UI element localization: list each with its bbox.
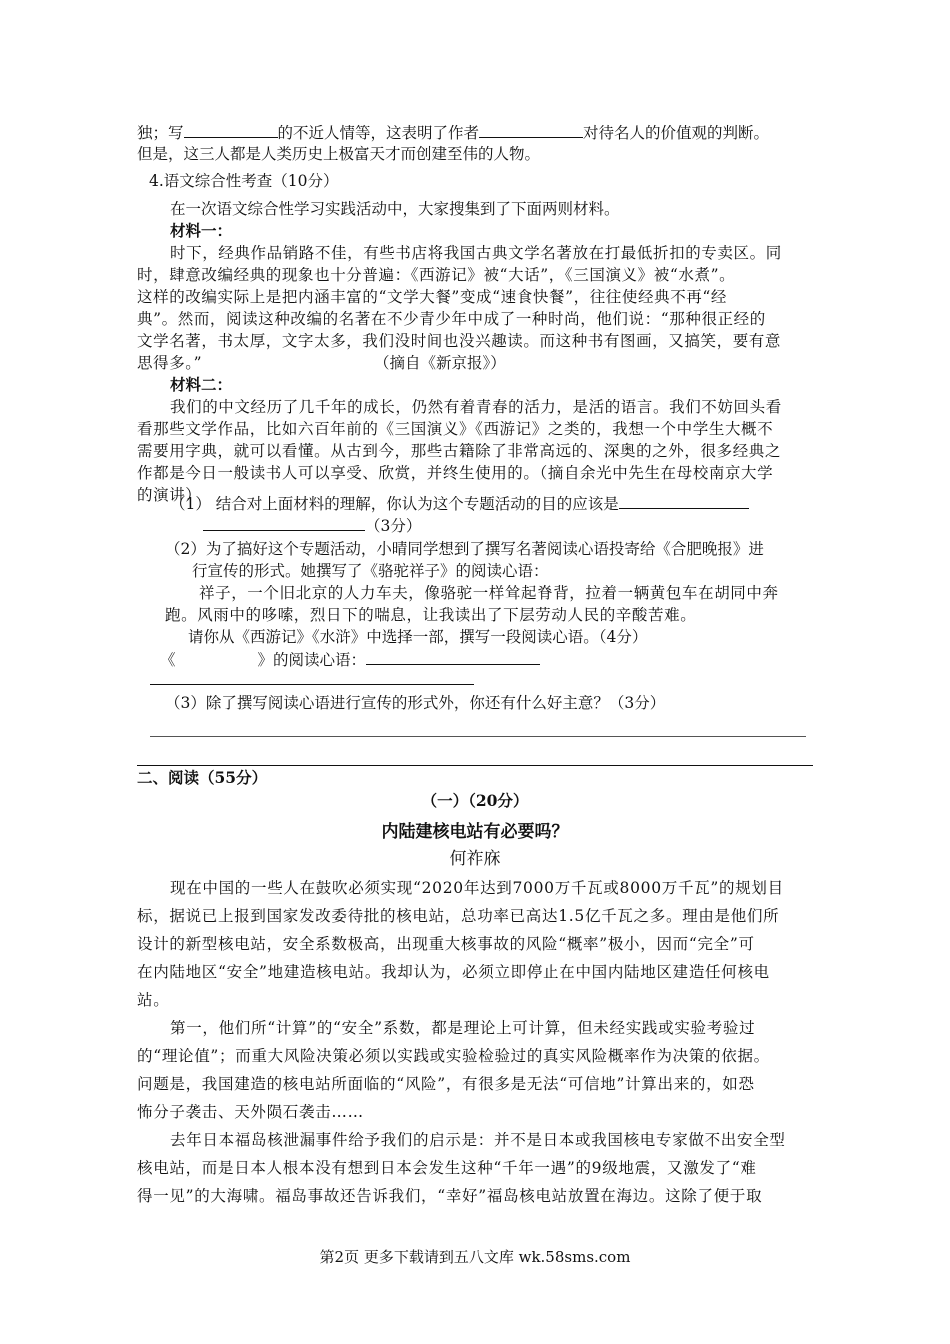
article-line: 的“理论值”；而重大风险决策必须以实践或实验检验过的真实风险概率作为决策的依据。 [137,1047,770,1065]
material-line: 文学名著，书太厚，文字太多，我们没时间也没兴趣读。而这种书有图画，又搞笑，要有意 [137,332,782,350]
article-title: 内陆建核电站有必要吗？ [381,822,569,842]
text-fragment: 的不近人情等，这表明了作者 [277,124,480,142]
article-line: 第一，他们所“计算”的“安全”系数，都是理论上可计算，但未经实践或实验考验过 [170,1019,756,1037]
answer-blank[interactable] [619,492,749,509]
text-fragment: 对待名人的价值观的判断。 [583,124,770,142]
article-line: 站。 [137,991,170,1009]
material-source: （摘自《新京报》） [374,354,506,372]
material-line: 作都是今日一般读书人可以享受、欣赏，并终生使用的。（摘自余光中先生在母校南京大学 [137,464,774,482]
sub-question-text: （1） 结合对上面材料的理解，你认为这个专题活动的目的应该是 [170,495,619,513]
article-line: 去年日本福岛核泄漏事件给予我们的启示是：并不是日本或我国核电专家做不出安全型 [170,1131,786,1149]
article-line: 核电站，而是日本人根本没有想到日本会发生这种“千年一遇”的9级地震，又激发了“难 [137,1159,757,1177]
article-line: 问题是，我国建造的核电站所面临的“风险”，有很多是无法“可信地”计算出来的，如恐 [137,1075,755,1093]
question-title: 4.语文综合性考查（10分） [149,172,339,190]
answer-blank[interactable] [203,514,365,531]
material-line: 典”。然而，阅读这种改编的名著在不少青少年中成了一种时尚，他们说：“那种很正经的 [137,310,766,328]
sub-question-2-cont: 行宣传的形式。她撰写了《骆驼祥子》的阅读心语： [192,562,549,580]
material-label: 材料一： [170,221,233,240]
score-label: （3分） [365,517,422,535]
reading-note-line [160,648,540,671]
text-line: 但是，这三人都是人类历史上极富天才而创建至伟的人物。 [137,145,541,163]
answer-blank[interactable] [366,648,540,665]
answer-blank[interactable] [479,121,583,138]
part-title: （一）（20分） [421,791,529,810]
sub-question-2-task: 请你从《西游记》《水浒》中选择一部，撰写一段阅读心语。（4分） [188,628,648,646]
answer-blank[interactable] [184,121,278,138]
sub-question-3: （3）除了撰写阅读心语进行宣传的形式外，你还有什么好主意？（3分） [165,694,666,712]
material-line: 思得多。” [137,354,203,372]
material-line: 时下，经典作品销路不佳，有些书店将我国古典文学名著放在打最低折扣的专卖区。同 [170,244,782,262]
material-line: 需要用字典，就可以看懂。从古到今，那些古籍除了非常高远的、深奥的之外，很多经典之 [137,442,782,460]
section-divider [137,765,813,766]
sub-question-1-cont [203,514,421,537]
article-line: 在内陆地区“安全”地建造核电站。我却认为，必须立即停止在中国内陆地区建造任何核电 [137,963,770,981]
book-bracket-left: 《 [160,651,176,669]
material-line: 的演讲） [137,486,202,504]
material-line: 时，肆意改编经典的现象也十分普遍：《西游记》被“大话”，《三国演义》被“水煮”。 [137,266,736,284]
sub-question-2: （2）为了搞好这个专题活动，小晴同学想到了撰写名著阅读心语投寄给《合肥晚报》进 [165,540,764,558]
sub-question-1 [170,492,749,515]
quote-line: 跑。风雨中的哆嗦，烈日下的喘息，让我读出了下层劳动人民的辛酸苦难。 [165,606,697,624]
text-line [137,121,769,144]
question-intro: 在一次语文综合性学习实践活动中，大家搜集到了下面两则材料。 [170,200,620,218]
material-line: 这样的改编实际上是把内涵丰富的“文学大餐”变成“速食快餐”，往往使经典不再“经 [137,288,728,306]
page-footer: 第2页 更多下载请到五八文库 wk.58sms.com [319,1248,631,1266]
material-line: 我们的中文经历了几千年的成长，仍然有着青春的活力，是活的语言。我们不妨回头看 [170,398,782,416]
section-title: 二、阅读（55分） [137,768,268,787]
text-fragment: 独；写 [137,124,184,142]
article-line: 得一见”的大海啸。福岛事故还告诉我们，“幸好”福岛核电站放置在海边。这除了便于取 [137,1187,763,1205]
article-line: 标，据说已上报到国家发改委待批的核电站，总功率已高达1.5亿千瓦之多。理由是他们所 [137,907,780,925]
answer-line[interactable] [150,684,474,685]
answer-line[interactable] [150,736,806,737]
material-line: 看那些文学作品，比如六百年前的《三国演义》《西游记》之类的，我想一个中学生大概不 [137,420,774,438]
article-author: 何祚庥 [449,849,501,869]
reading-note-label: 》的阅读心语： [257,651,367,669]
article-line: 怖分子袭击、天外陨石袭击…… [137,1103,364,1121]
article-line: 设计的新型核电站，安全系数极高，出现重大核事故的风险“概率”极小，因而“完全”可 [137,935,755,953]
material-label: 材料二： [170,375,233,394]
article-line: 现在中国的一些人在鼓吹必须实现“2020年达到7000万千瓦或8000万千瓦”的规划目 [170,879,784,897]
quote-line: 祥子，一个旧北京的人力车夫，像骆驼一样耸起脊背，拉着一辆黄包车在胡同中奔 [199,584,779,602]
